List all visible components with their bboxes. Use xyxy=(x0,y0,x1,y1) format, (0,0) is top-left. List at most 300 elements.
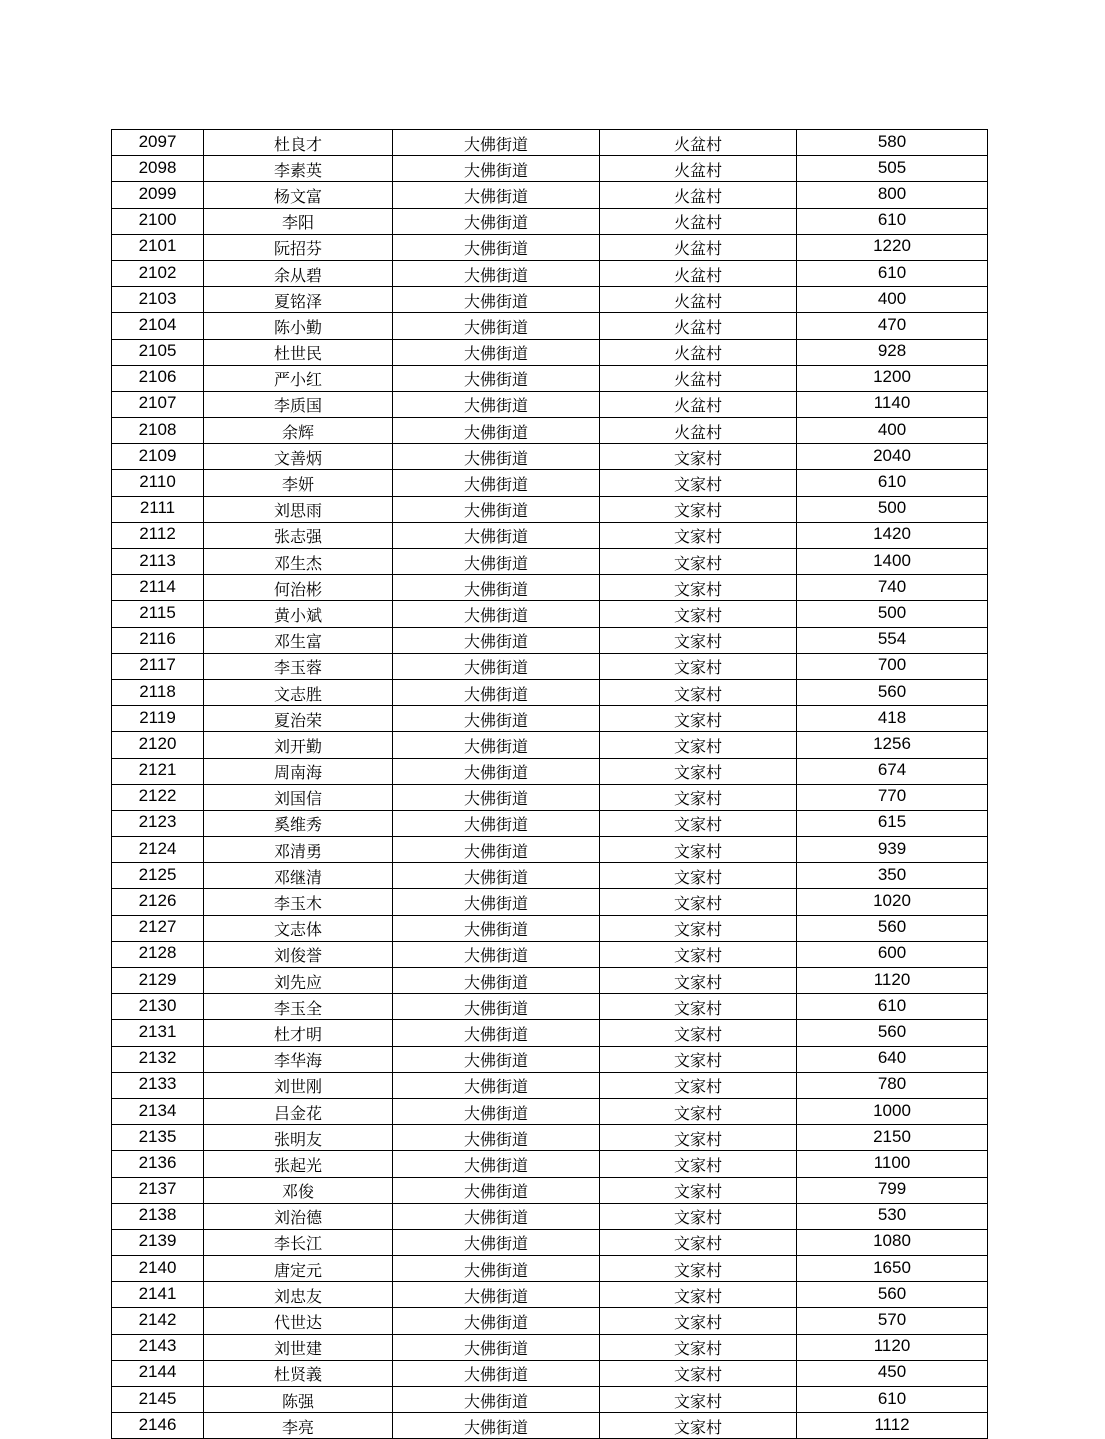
subdistrict-cell: 大佛街道 xyxy=(393,1413,600,1439)
subdistrict-cell: 大佛街道 xyxy=(393,549,600,575)
village-cell: 文家村 xyxy=(600,1177,797,1203)
name-cell: 文志体 xyxy=(204,915,393,941)
table-row xyxy=(112,732,988,758)
amount-cell: 1120 xyxy=(797,1334,988,1360)
name-cell: 刘世建 xyxy=(204,1334,393,1360)
serial-number-cell: 2127 xyxy=(112,915,204,941)
subdistrict-cell: 大佛街道 xyxy=(393,575,600,601)
table-row xyxy=(112,444,988,470)
subdistrict-cell: 大佛街道 xyxy=(393,496,600,522)
subdistrict-cell: 大佛街道 xyxy=(393,810,600,836)
table-row xyxy=(112,1282,988,1308)
table-row xyxy=(112,994,988,1020)
subdistrict-cell: 大佛街道 xyxy=(393,1334,600,1360)
village-cell: 文家村 xyxy=(600,1360,797,1386)
subdistrict-cell: 大佛街道 xyxy=(393,365,600,391)
subdistrict-cell: 大佛街道 xyxy=(393,1125,600,1151)
table-row xyxy=(112,549,988,575)
table-row xyxy=(112,156,988,182)
subdistrict-cell: 大佛街道 xyxy=(393,968,600,994)
village-cell: 文家村 xyxy=(600,1203,797,1229)
table-row xyxy=(112,1177,988,1203)
subdistrict-cell: 大佛街道 xyxy=(393,994,600,1020)
serial-number-cell: 2125 xyxy=(112,863,204,889)
name-cell: 周南海 xyxy=(204,758,393,784)
name-cell: 李华海 xyxy=(204,1046,393,1072)
name-cell: 刘国信 xyxy=(204,784,393,810)
name-cell: 张起光 xyxy=(204,1151,393,1177)
amount-cell: 1080 xyxy=(797,1229,988,1255)
village-cell: 文家村 xyxy=(600,1413,797,1439)
village-cell: 文家村 xyxy=(600,889,797,915)
serial-number-cell: 2128 xyxy=(112,941,204,967)
amount-cell: 560 xyxy=(797,679,988,705)
serial-number-cell: 2129 xyxy=(112,968,204,994)
subdistrict-cell: 大佛街道 xyxy=(393,470,600,496)
table-row xyxy=(112,575,988,601)
serial-number-cell: 2107 xyxy=(112,391,204,417)
table-row xyxy=(112,968,988,994)
subdistrict-cell: 大佛街道 xyxy=(393,863,600,889)
name-cell: 刘俊誉 xyxy=(204,941,393,967)
village-cell: 火盆村 xyxy=(600,156,797,182)
name-cell: 夏治荣 xyxy=(204,706,393,732)
name-cell: 邓继清 xyxy=(204,863,393,889)
name-cell: 代世达 xyxy=(204,1308,393,1334)
name-cell: 杜才明 xyxy=(204,1020,393,1046)
name-cell: 夏铭泽 xyxy=(204,287,393,313)
serial-number-cell: 2120 xyxy=(112,732,204,758)
serial-number-cell: 2113 xyxy=(112,549,204,575)
village-cell: 火盆村 xyxy=(600,234,797,260)
village-cell: 文家村 xyxy=(600,1098,797,1124)
name-cell: 陈强 xyxy=(204,1387,393,1413)
amount-cell: 1120 xyxy=(797,968,988,994)
amount-cell: 799 xyxy=(797,1177,988,1203)
serial-number-cell: 2115 xyxy=(112,601,204,627)
subdistrict-cell: 大佛街道 xyxy=(393,1387,600,1413)
name-cell: 李玉蓉 xyxy=(204,653,393,679)
name-cell: 刘先应 xyxy=(204,968,393,994)
name-cell: 唐定元 xyxy=(204,1256,393,1282)
table-row xyxy=(112,1256,988,1282)
name-cell: 刘思雨 xyxy=(204,496,393,522)
name-cell: 刘世刚 xyxy=(204,1072,393,1098)
amount-cell: 500 xyxy=(797,601,988,627)
subdistrict-cell: 大佛街道 xyxy=(393,1229,600,1255)
amount-cell: 1400 xyxy=(797,549,988,575)
table-row xyxy=(112,1098,988,1124)
amount-cell: 1140 xyxy=(797,391,988,417)
name-cell: 杜贤義 xyxy=(204,1360,393,1386)
amount-cell: 350 xyxy=(797,863,988,889)
amount-cell: 400 xyxy=(797,287,988,313)
amount-cell: 2150 xyxy=(797,1125,988,1151)
serial-number-cell: 2114 xyxy=(112,575,204,601)
subdistrict-cell: 大佛街道 xyxy=(393,391,600,417)
subdistrict-cell: 大佛街道 xyxy=(393,1072,600,1098)
subdistrict-cell: 大佛街道 xyxy=(393,234,600,260)
subdistrict-cell: 大佛街道 xyxy=(393,182,600,208)
village-cell: 火盆村 xyxy=(600,339,797,365)
village-cell: 火盆村 xyxy=(600,391,797,417)
village-cell: 文家村 xyxy=(600,1046,797,1072)
subdistrict-cell: 大佛街道 xyxy=(393,444,600,470)
table-row xyxy=(112,601,988,627)
table-row xyxy=(112,287,988,313)
village-cell: 文家村 xyxy=(600,706,797,732)
village-cell: 文家村 xyxy=(600,549,797,575)
name-cell: 李玉全 xyxy=(204,994,393,1020)
table-row xyxy=(112,706,988,732)
amount-cell: 560 xyxy=(797,1282,988,1308)
amount-cell: 500 xyxy=(797,496,988,522)
village-cell: 文家村 xyxy=(600,837,797,863)
amount-cell: 674 xyxy=(797,758,988,784)
name-cell: 杜世民 xyxy=(204,339,393,365)
amount-cell: 1200 xyxy=(797,365,988,391)
name-cell: 李素英 xyxy=(204,156,393,182)
name-cell: 杨文富 xyxy=(204,182,393,208)
name-cell: 李妍 xyxy=(204,470,393,496)
serial-number-cell: 2142 xyxy=(112,1308,204,1334)
name-cell: 李玉木 xyxy=(204,889,393,915)
subdistrict-cell: 大佛街道 xyxy=(393,522,600,548)
table-row xyxy=(112,1308,988,1334)
serial-number-cell: 2136 xyxy=(112,1151,204,1177)
serial-number-cell: 2135 xyxy=(112,1125,204,1151)
subdistrict-cell: 大佛街道 xyxy=(393,627,600,653)
table-row xyxy=(112,208,988,234)
amount-cell: 939 xyxy=(797,837,988,863)
village-cell: 文家村 xyxy=(600,601,797,627)
serial-number-cell: 2144 xyxy=(112,1360,204,1386)
table-row xyxy=(112,810,988,836)
serial-number-cell: 2131 xyxy=(112,1020,204,1046)
subdistrict-cell: 大佛街道 xyxy=(393,784,600,810)
amount-cell: 450 xyxy=(797,1360,988,1386)
table-row xyxy=(112,522,988,548)
serial-number-cell: 2111 xyxy=(112,496,204,522)
name-cell: 阮招芬 xyxy=(204,234,393,260)
subdistrict-cell: 大佛街道 xyxy=(393,1098,600,1124)
village-cell: 火盆村 xyxy=(600,287,797,313)
name-cell: 吕金花 xyxy=(204,1098,393,1124)
table-row xyxy=(112,653,988,679)
name-cell: 文志胜 xyxy=(204,679,393,705)
table-row xyxy=(112,1387,988,1413)
village-cell: 文家村 xyxy=(600,1125,797,1151)
serial-number-cell: 2132 xyxy=(112,1046,204,1072)
amount-cell: 928 xyxy=(797,339,988,365)
table-row xyxy=(112,313,988,339)
table-row xyxy=(112,1334,988,1360)
subdistrict-cell: 大佛街道 xyxy=(393,732,600,758)
village-cell: 文家村 xyxy=(600,575,797,601)
serial-number-cell: 2121 xyxy=(112,758,204,784)
village-cell: 文家村 xyxy=(600,653,797,679)
table-row xyxy=(112,1125,988,1151)
amount-cell: 1256 xyxy=(797,732,988,758)
table-row xyxy=(112,339,988,365)
amount-cell: 610 xyxy=(797,260,988,286)
village-cell: 文家村 xyxy=(600,444,797,470)
table-row xyxy=(112,627,988,653)
village-cell: 火盆村 xyxy=(600,130,797,156)
table-row xyxy=(112,837,988,863)
village-cell: 文家村 xyxy=(600,810,797,836)
village-cell: 文家村 xyxy=(600,1151,797,1177)
name-cell: 邓清勇 xyxy=(204,837,393,863)
subdistrict-cell: 大佛街道 xyxy=(393,1282,600,1308)
name-cell: 李长江 xyxy=(204,1229,393,1255)
subdistrict-cell: 大佛街道 xyxy=(393,706,600,732)
village-cell: 文家村 xyxy=(600,1256,797,1282)
table-row xyxy=(112,130,988,156)
serial-number-cell: 2123 xyxy=(112,810,204,836)
amount-cell: 1112 xyxy=(797,1413,988,1439)
amount-cell: 740 xyxy=(797,575,988,601)
village-cell: 文家村 xyxy=(600,968,797,994)
table-row xyxy=(112,863,988,889)
serial-number-cell: 2101 xyxy=(112,234,204,260)
table-row xyxy=(112,260,988,286)
amount-cell: 640 xyxy=(797,1046,988,1072)
serial-number-cell: 2106 xyxy=(112,365,204,391)
name-cell: 李亮 xyxy=(204,1413,393,1439)
village-cell: 文家村 xyxy=(600,784,797,810)
serial-number-cell: 2139 xyxy=(112,1229,204,1255)
subdistrict-cell: 大佛街道 xyxy=(393,130,600,156)
serial-number-cell: 2110 xyxy=(112,470,204,496)
table-row xyxy=(112,496,988,522)
village-cell: 文家村 xyxy=(600,994,797,1020)
name-cell: 余从碧 xyxy=(204,260,393,286)
village-cell: 文家村 xyxy=(600,1282,797,1308)
serial-number-cell: 2124 xyxy=(112,837,204,863)
subdistrict-cell: 大佛街道 xyxy=(393,1046,600,1072)
subdistrict-cell: 大佛街道 xyxy=(393,915,600,941)
amount-cell: 560 xyxy=(797,1020,988,1046)
data-table xyxy=(111,129,988,1439)
village-cell: 火盆村 xyxy=(600,365,797,391)
amount-cell: 1650 xyxy=(797,1256,988,1282)
amount-cell: 800 xyxy=(797,182,988,208)
serial-number-cell: 2137 xyxy=(112,1177,204,1203)
table-row xyxy=(112,889,988,915)
village-cell: 文家村 xyxy=(600,863,797,889)
serial-number-cell: 2130 xyxy=(112,994,204,1020)
amount-cell: 554 xyxy=(797,627,988,653)
subdistrict-cell: 大佛街道 xyxy=(393,339,600,365)
name-cell: 李阳 xyxy=(204,208,393,234)
name-cell: 张志强 xyxy=(204,522,393,548)
subdistrict-cell: 大佛街道 xyxy=(393,260,600,286)
serial-number-cell: 2119 xyxy=(112,706,204,732)
village-cell: 文家村 xyxy=(600,915,797,941)
table-row xyxy=(112,1151,988,1177)
amount-cell: 560 xyxy=(797,915,988,941)
amount-cell: 580 xyxy=(797,130,988,156)
table-row xyxy=(112,1046,988,1072)
amount-cell: 780 xyxy=(797,1072,988,1098)
amount-cell: 600 xyxy=(797,941,988,967)
village-cell: 文家村 xyxy=(600,758,797,784)
village-cell: 文家村 xyxy=(600,496,797,522)
serial-number-cell: 2098 xyxy=(112,156,204,182)
name-cell: 文善炳 xyxy=(204,444,393,470)
village-cell: 文家村 xyxy=(600,1308,797,1334)
amount-cell: 470 xyxy=(797,313,988,339)
serial-number-cell: 2109 xyxy=(112,444,204,470)
serial-number-cell: 2102 xyxy=(112,260,204,286)
amount-cell: 615 xyxy=(797,810,988,836)
subdistrict-cell: 大佛街道 xyxy=(393,418,600,444)
table-row xyxy=(112,758,988,784)
subdistrict-cell: 大佛街道 xyxy=(393,1203,600,1229)
amount-cell: 400 xyxy=(797,418,988,444)
village-cell: 文家村 xyxy=(600,1334,797,1360)
table-row xyxy=(112,234,988,260)
amount-cell: 1420 xyxy=(797,522,988,548)
village-cell: 文家村 xyxy=(600,732,797,758)
subdistrict-cell: 大佛街道 xyxy=(393,313,600,339)
amount-cell: 1000 xyxy=(797,1098,988,1124)
subdistrict-cell: 大佛街道 xyxy=(393,1020,600,1046)
serial-number-cell: 2105 xyxy=(112,339,204,365)
table-row xyxy=(112,1203,988,1229)
amount-cell: 610 xyxy=(797,470,988,496)
serial-number-cell: 2108 xyxy=(112,418,204,444)
amount-cell: 1020 xyxy=(797,889,988,915)
subdistrict-cell: 大佛街道 xyxy=(393,837,600,863)
village-cell: 文家村 xyxy=(600,1387,797,1413)
amount-cell: 2040 xyxy=(797,444,988,470)
name-cell: 刘治德 xyxy=(204,1203,393,1229)
village-cell: 火盆村 xyxy=(600,260,797,286)
village-cell: 文家村 xyxy=(600,679,797,705)
amount-cell: 610 xyxy=(797,1387,988,1413)
village-cell: 文家村 xyxy=(600,627,797,653)
serial-number-cell: 2141 xyxy=(112,1282,204,1308)
village-cell: 文家村 xyxy=(600,1020,797,1046)
village-cell: 火盆村 xyxy=(600,208,797,234)
village-cell: 文家村 xyxy=(600,522,797,548)
serial-number-cell: 2100 xyxy=(112,208,204,234)
amount-cell: 570 xyxy=(797,1308,988,1334)
serial-number-cell: 2097 xyxy=(112,130,204,156)
serial-number-cell: 2126 xyxy=(112,889,204,915)
serial-number-cell: 2143 xyxy=(112,1334,204,1360)
subdistrict-cell: 大佛街道 xyxy=(393,1256,600,1282)
name-cell: 李质国 xyxy=(204,391,393,417)
table-row xyxy=(112,418,988,444)
table-row xyxy=(112,1020,988,1046)
table-row xyxy=(112,1229,988,1255)
serial-number-cell: 2138 xyxy=(112,1203,204,1229)
table-row xyxy=(112,784,988,810)
table-body xyxy=(112,130,988,1439)
serial-number-cell: 2104 xyxy=(112,313,204,339)
serial-number-cell: 2118 xyxy=(112,679,204,705)
amount-cell: 610 xyxy=(797,994,988,1020)
subdistrict-cell: 大佛街道 xyxy=(393,1308,600,1334)
amount-cell: 418 xyxy=(797,706,988,732)
subdistrict-cell: 大佛街道 xyxy=(393,1151,600,1177)
name-cell: 陈小勤 xyxy=(204,313,393,339)
amount-cell: 530 xyxy=(797,1203,988,1229)
subdistrict-cell: 大佛街道 xyxy=(393,156,600,182)
subdistrict-cell: 大佛街道 xyxy=(393,1360,600,1386)
subdistrict-cell: 大佛街道 xyxy=(393,1177,600,1203)
name-cell: 邓俊 xyxy=(204,1177,393,1203)
name-cell: 奚维秀 xyxy=(204,810,393,836)
serial-number-cell: 2146 xyxy=(112,1413,204,1439)
name-cell: 刘开勤 xyxy=(204,732,393,758)
table-row xyxy=(112,1360,988,1386)
subdistrict-cell: 大佛街道 xyxy=(393,941,600,967)
amount-cell: 610 xyxy=(797,208,988,234)
name-cell: 严小红 xyxy=(204,365,393,391)
village-cell: 文家村 xyxy=(600,941,797,967)
table-row xyxy=(112,365,988,391)
name-cell: 黄小斌 xyxy=(204,601,393,627)
amount-cell: 1100 xyxy=(797,1151,988,1177)
subdistrict-cell: 大佛街道 xyxy=(393,653,600,679)
subdistrict-cell: 大佛街道 xyxy=(393,679,600,705)
subdistrict-cell: 大佛街道 xyxy=(393,287,600,313)
serial-number-cell: 2117 xyxy=(112,653,204,679)
table-row xyxy=(112,915,988,941)
serial-number-cell: 2099 xyxy=(112,182,204,208)
table-row xyxy=(112,391,988,417)
serial-number-cell: 2116 xyxy=(112,627,204,653)
name-cell: 何治彬 xyxy=(204,575,393,601)
serial-number-cell: 2133 xyxy=(112,1072,204,1098)
serial-number-cell: 2103 xyxy=(112,287,204,313)
amount-cell: 770 xyxy=(797,784,988,810)
village-cell: 文家村 xyxy=(600,1072,797,1098)
name-cell: 邓生杰 xyxy=(204,549,393,575)
amount-cell: 505 xyxy=(797,156,988,182)
name-cell: 杜良才 xyxy=(204,130,393,156)
serial-number-cell: 2145 xyxy=(112,1387,204,1413)
name-cell: 邓生富 xyxy=(204,627,393,653)
serial-number-cell: 2112 xyxy=(112,522,204,548)
table-row xyxy=(112,182,988,208)
subdistrict-cell: 大佛街道 xyxy=(393,208,600,234)
village-cell: 火盆村 xyxy=(600,313,797,339)
subdistrict-cell: 大佛街道 xyxy=(393,758,600,784)
amount-cell: 1220 xyxy=(797,234,988,260)
village-cell: 火盆村 xyxy=(600,182,797,208)
serial-number-cell: 2140 xyxy=(112,1256,204,1282)
subdistrict-cell: 大佛街道 xyxy=(393,889,600,915)
table-row xyxy=(112,941,988,967)
table-row xyxy=(112,1413,988,1439)
village-cell: 文家村 xyxy=(600,1229,797,1255)
village-cell: 文家村 xyxy=(600,470,797,496)
name-cell: 刘忠友 xyxy=(204,1282,393,1308)
name-cell: 余辉 xyxy=(204,418,393,444)
serial-number-cell: 2122 xyxy=(112,784,204,810)
village-cell: 火盆村 xyxy=(600,418,797,444)
name-cell: 张明友 xyxy=(204,1125,393,1151)
table-row xyxy=(112,470,988,496)
subdistrict-cell: 大佛街道 xyxy=(393,601,600,627)
table-row xyxy=(112,679,988,705)
amount-cell: 700 xyxy=(797,653,988,679)
